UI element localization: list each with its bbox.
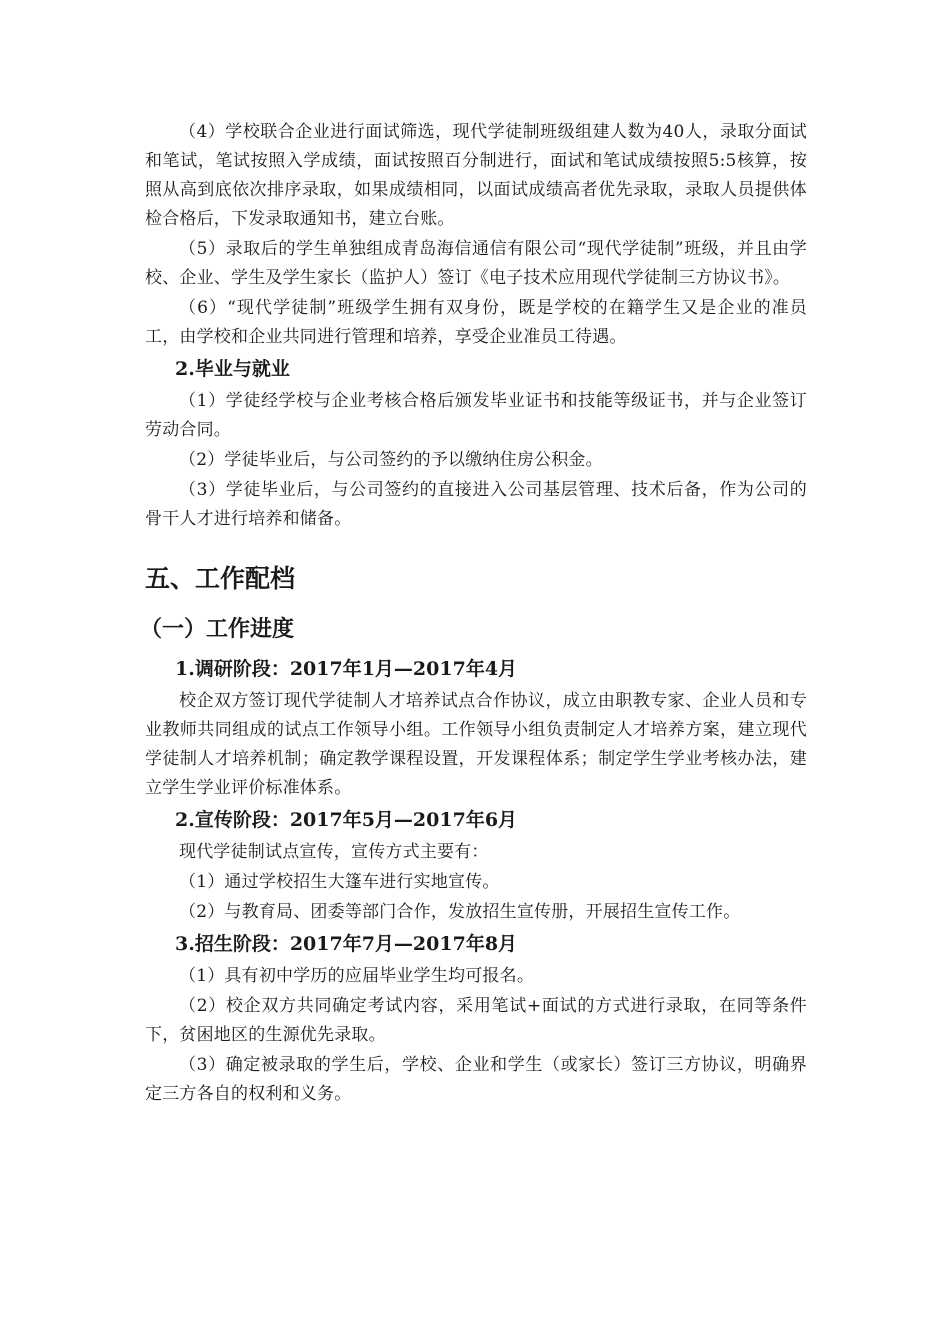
paragraph-employment-3: （3）学徒毕业后，与公司签约的直接进入公司基层管理、技术后备，作为公司的骨干人才进行培养和储备。 [145, 480, 807, 529]
paragraph-publicity-1: （1）通过学校招生大篷车进行实地宣传。 [179, 872, 500, 892]
paragraph-enroll-6: （6）“现代学徒制”班级学生拥有双身份，既是学校的在籍学生又是企业的准员工，由学校和企业共同进行管理和培养，享受企业准员工待遇。 [145, 298, 807, 347]
heading-research-stage: 1.调研阶段：2017年1月—2017年4月 [175, 658, 518, 680]
paragraph-enroll-4: （4）学校联合企业进行面试筛选，现代学徒制班级组建人数为40人，录取分面试和笔试，笔试按照入学成绩，面试按照百分制进行，面试和笔试成绩按照5:5核算，按照从高到底依次排序录取，如果成绩相同，以面试成绩高者优先录取，录取人员提供体检合格后，下发录取通知书，建立台账。 [145, 122, 807, 229]
paragraph-employment-2: （2）学徒毕业后，与公司签约的予以缴纳住房公积金。 [179, 450, 603, 470]
paragraph-recruit-3: （3）确定被录取的学生后，学校、企业和学生（或家长）签订三方协议，明确界定三方各自的权利和义务。 [145, 1055, 807, 1104]
paragraph-publicity-2: （2）与教育局、团委等部门合作，发放招生宣传册，开展招生宣传工作。 [179, 902, 741, 922]
paragraph-employment-1: （1）学徒经学校与企业考核合格后颁发毕业证书和技能等级证书，并与企业签订劳动合同。 [145, 391, 807, 440]
paragraph-enroll-5: （5）录取后的学生单独组成青岛海信通信有限公司“现代学徒制”班级，并且由学校、企业、学生及学生家长（监护人）签订《电子技术应用现代学徒制三方协议书》。 [145, 239, 807, 288]
paragraph-recruit-1: （1）具有初中学历的应届毕业学生均可报名。 [179, 966, 535, 986]
document-page [140, 118, 807, 1110]
chapter-heading: 五、工作配档 [145, 564, 296, 593]
heading-publicity-stage: 2.宣传阶段：2017年5月—2017年6月 [175, 809, 518, 831]
subsection-heading: （一）工作进度 [140, 617, 295, 642]
paragraph-recruit-2: （2）校企双方共同确定考试内容，采用笔试+面试的方式进行录取，在同等条件下，贫困地区的生源优先录取。 [145, 996, 807, 1045]
paragraph-research: 校企双方签订现代学徒制人才培养试点合作协议，成立由职教专家、企业人员和专业教师共同组成的试点工作领导小组。工作领导小组负责制定人才培养方案，建立现代学徒制人才培养机制；确定教学课程设置，开发课程体系；制定学生学业考核办法，建立学生学业评价标准体系。 [145, 691, 807, 798]
heading-recruit-stage: 3.招生阶段：2017年7月—2017年8月 [175, 933, 518, 955]
heading-graduation-employment: 2.毕业与就业 [175, 358, 290, 380]
paragraph-publicity-intro: 现代学徒制试点宣传，宣传方式主要有： [179, 842, 489, 862]
